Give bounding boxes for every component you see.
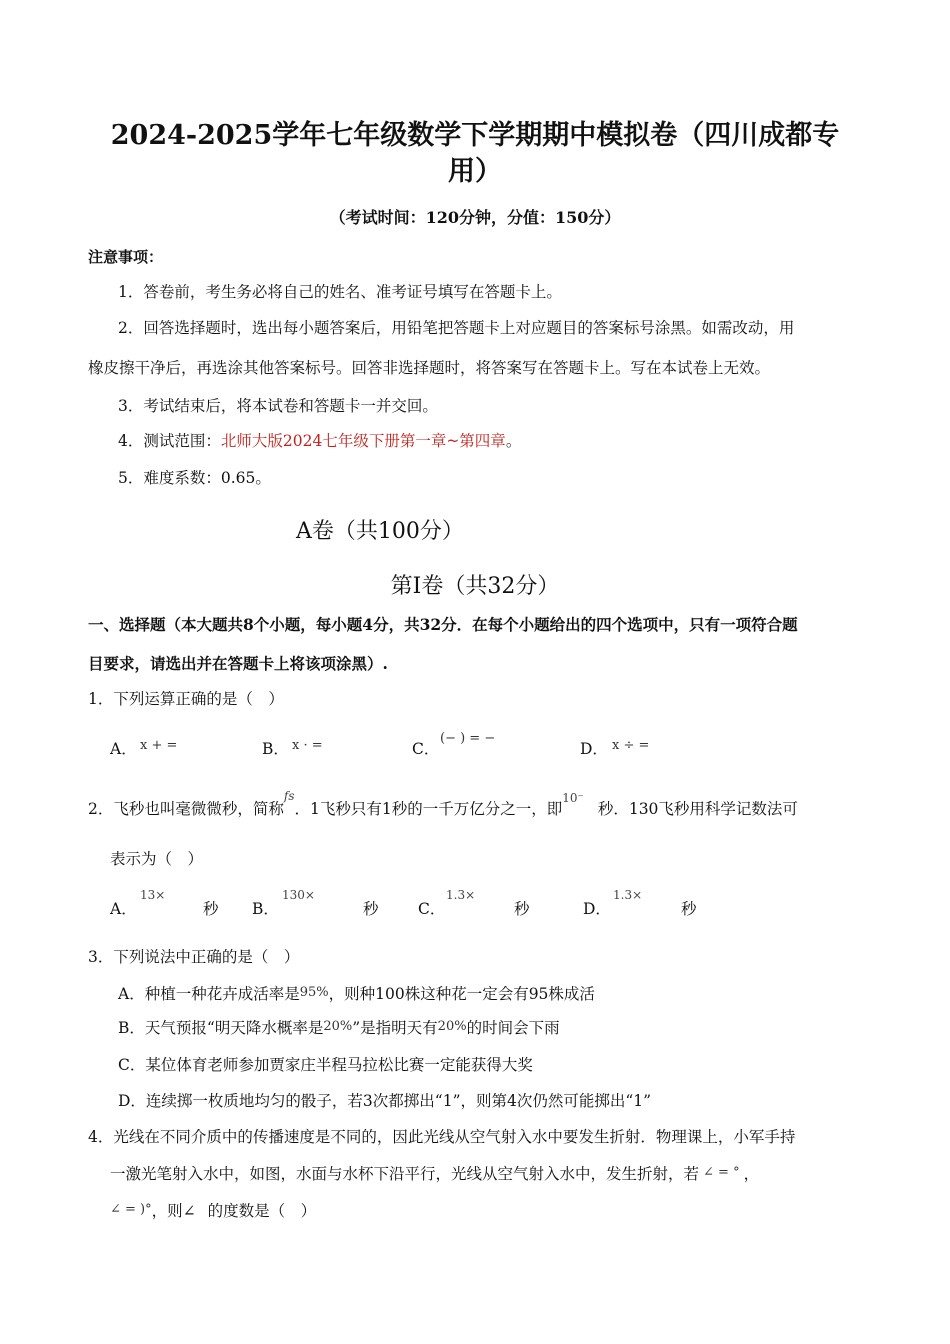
q4-stem-line1: 4．光线在不同介质中的传播速度是不同的，因此光线从空气射入水中要发生折射．物理课上，小军手持	[88, 1128, 796, 1146]
q3-option-a-post: ，则种100株这种花一定会有95株成活	[328, 985, 595, 1003]
q4-line2-post: ，	[743, 1165, 760, 1183]
notice-item-4-prefix: 4．测试范围：	[118, 432, 221, 450]
exam-title-line1: 2024-2025学年七年级数学下学期期中模拟卷（四川成都专	[110, 120, 840, 151]
notice-item-4-suffix: 。	[505, 432, 522, 450]
q2-stem-part-c: 秒．130飞秒用科学记数法可	[597, 800, 798, 818]
q3-option-a-pre: A．种植一种花卉成活率是	[118, 985, 300, 1003]
q2-option-d-num: 1.3×	[613, 888, 643, 902]
exam-subtitle: （考试时间：120分钟，分值：150分）	[329, 208, 621, 227]
instructions-line2: 目要求，请选出并在答题卡上将该项涂黑）.	[88, 654, 388, 673]
q2-option-c-label: C．	[418, 900, 446, 918]
q4-angle-given-1: ∠ = °	[703, 1165, 740, 1180]
q3-option-a	[118, 983, 595, 1007]
q3-option-b-post: 的时间会下雨	[466, 1019, 560, 1037]
q3-option-b-percent: 20%	[323, 1019, 353, 1034]
q3-option-a-percent: 95%	[299, 985, 329, 1000]
q4-stem-line2	[110, 1163, 759, 1187]
notice-item-2-line1: 2．回答选择题时，选出每小题答案后，用铅笔把答题卡上对应题目的答案标号涂黑。如需改动，用	[118, 319, 795, 337]
notice-heading: 注意事项：	[88, 248, 164, 266]
q1-option-c-label: C．	[412, 740, 440, 758]
q4-stem-line3	[110, 1200, 316, 1224]
notice-item-4	[118, 430, 521, 452]
notice-item-3: 3．考试结束后，将本试卷和答题卡一并交回。	[118, 397, 438, 415]
q1-stem: 1．下列运算正确的是（ ）	[88, 690, 284, 708]
q4-angle-given-2: ∠ = )°	[110, 1202, 152, 1217]
notice-item-2-line2: 橡皮擦干净后，再选涂其他答案标号。回答非选择题时，将答案写在答题卡上。写在本试卷上无效。	[88, 359, 771, 377]
instructions-line1: 一、选择题（本大题共8个小题，每小题4分，共32分．在每个小题给出的四个选项中，只有一项符合题	[88, 615, 798, 634]
q2-option-a-label: A．	[110, 900, 137, 918]
q3-option-b-pre: B．天气预报“明天降水概率是	[118, 1019, 324, 1037]
exam-title-line2: 用）	[448, 156, 502, 187]
q1-option-b-math: x · =	[292, 738, 323, 753]
q3-option-b-mid: ”是指明天有	[352, 1019, 438, 1037]
q2-option-b-num: 130×	[282, 888, 315, 902]
q2-stem-part-b: ．1飞秒只有1秒的一千万亿分之一，即	[294, 800, 563, 818]
q3-stem: 3．下列说法中正确的是（ ）	[88, 948, 300, 966]
q2-option-a-unit: 秒	[203, 900, 219, 918]
q2-option-d-label: D．	[583, 900, 611, 918]
q2-stem-line2: 表示为（ ）	[110, 850, 204, 868]
q1-option-c-math: (− ) = −	[440, 731, 496, 746]
q1-option-b-label: B．	[262, 740, 289, 758]
q1-option-a-math: x + =	[140, 738, 178, 753]
q4-line3-mid: ，则∠	[151, 1202, 196, 1220]
q3-option-c: C．某位体育老师参加贾家庄半程马拉松比赛一定能获得大奖	[118, 1056, 533, 1074]
q2-fs-symbol: fs	[283, 789, 295, 803]
q1-option-d-math: x ÷ =	[612, 738, 650, 753]
q2-option-a-num: 13×	[140, 888, 166, 902]
q2-option-c-num: 1.3×	[446, 888, 476, 902]
q4-line3-post: 的度数是（ ）	[207, 1202, 317, 1220]
q2-option-b-label: B．	[252, 900, 279, 918]
q2-ten-power: 10⁻	[562, 791, 584, 805]
q4-line2-pre: 一激光笔射入水中，如图，水面与水杯下沿平行，光线从空气射入水中，发生折射，若	[110, 1165, 700, 1183]
q3-option-b	[118, 1017, 560, 1041]
section-a-paper: A卷（共100分）	[296, 519, 464, 544]
q2-stem-part-a: 2．飞秒也叫毫微微秒，简称	[88, 800, 284, 818]
q1-option-d-label: D．	[580, 740, 608, 758]
q3-option-d: D．连续掷一枚质地均匀的骰子，若3次都掷出“1”，则第4次仍然可能掷出“1”	[118, 1092, 652, 1110]
notice-item-1: 1．答卷前，考生务必将自己的姓名、准考证号填写在答题卡上。	[118, 283, 562, 301]
q2-stem-line1	[88, 789, 798, 821]
notice-item-5: 5．难度系数：0.65。	[118, 469, 271, 487]
q1-option-a-label: A．	[110, 740, 137, 758]
test-range: 北师大版2024七年级下册第一章~第四章	[220, 432, 506, 450]
q2-option-d-unit: 秒	[681, 900, 697, 918]
q2-option-b-unit: 秒	[363, 900, 379, 918]
section-part-1: 第Ⅰ卷（共32分）	[390, 574, 560, 599]
q2-option-c-unit: 秒	[514, 900, 530, 918]
q3-option-b-percent-2: 20%	[437, 1019, 467, 1034]
